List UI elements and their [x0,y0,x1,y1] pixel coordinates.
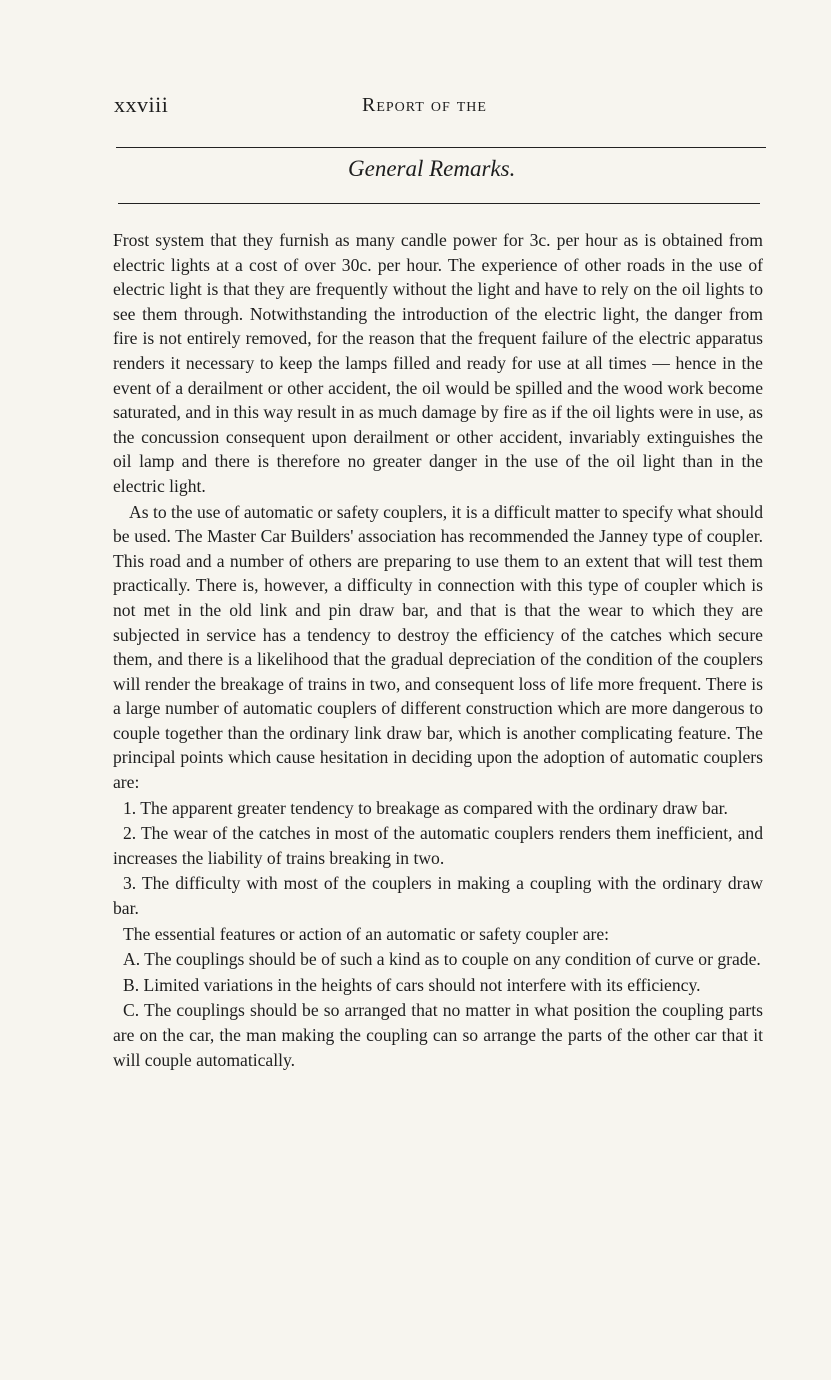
list-item-feature-a: A. The couplings should be of such a kind as to couple on any condition of curve or grade. [123,949,761,970]
list-item-objection-1: 1. The apparent greater tendency to breakage as compared with the ordinary draw bar. [123,797,728,818]
body-text [113,228,763,1072]
paragraph-essential-features: The essential features or action of an automatic or safety coupler are: [123,923,610,944]
list-item-feature-b: B. Limited variations in the heights of cars should not interfere with its efficiency. [123,974,701,995]
paragraph-electric-light: Frost system that they furnish as many candle power for 3c. per hour as is obtained from electric lights at a cost of over 30c. per hour. The experience of other roads in the use of electric light is that they are frequently without the light and have to rely on the oil lights to see them through. Notwithstanding the introduction of the electric light, the danger from fire is not entirely removed, for the reason that the frequent failure of the electric apparatus renders it necessary to keep the lamps filled and ready for use at all times — hence in the event of a derailment or other accident, the oil would be spilled and the wood work become saturated, and in this way result in as much damage by fire as if the oil lights were in use, as the concussion consequent upon derailment or other accident, invariably extinguishes the oil lamp and there is therefore no greater danger in the use of the oil light than in the electric light. [113,230,763,496]
header-rule-top [116,147,766,148]
running-head: Report of the [362,94,487,116]
list-item-objection-3: 3. The difficulty with most of the couplers in making a coupling with the ordinary draw bar. [113,873,763,919]
paragraph-couplers: As to the use of automatic or safety couplers, it is a difficult matter to specify what should be used. The Master Car Builders' association has recommended the Janney type of coupler. This road and a number of others are preparing to use them to an extent that will test them practically. There is, however, a difficulty in connection with this type of coupler which is not met in the old link and pin draw bar, and that is that the wear to which they are subjected in service has a tendency to destroy the efficiency of the catches which secure them, and there is a likelihood that the gradual depreciation of the condition of the couplers will render the breakage of trains in two, and consequent loss of life more frequent. There is a large number of automatic couplers of different construction which are more dangerous to couple together than the ordinary link draw bar, which is another complicating feature. The principal points which cause hesitation in deciding upon the adoption of automatic couplers are: [113,501,763,793]
header-rule-bottom [118,203,760,204]
page-number: xxviii [114,92,169,117]
list-item-objection-2: 2. The wear of the catches in most of the automatic couplers renders them inefficient, and increases the liability of trains breaking in two. [113,823,763,868]
section-title: General Remarks. [348,156,516,181]
list-item-feature-c: C. The couplings should be so arranged that no matter in what position the coupling parts are on the car, the man making the coupling can so arrange the parts of the other car that it will couple automatically. [113,1000,763,1070]
